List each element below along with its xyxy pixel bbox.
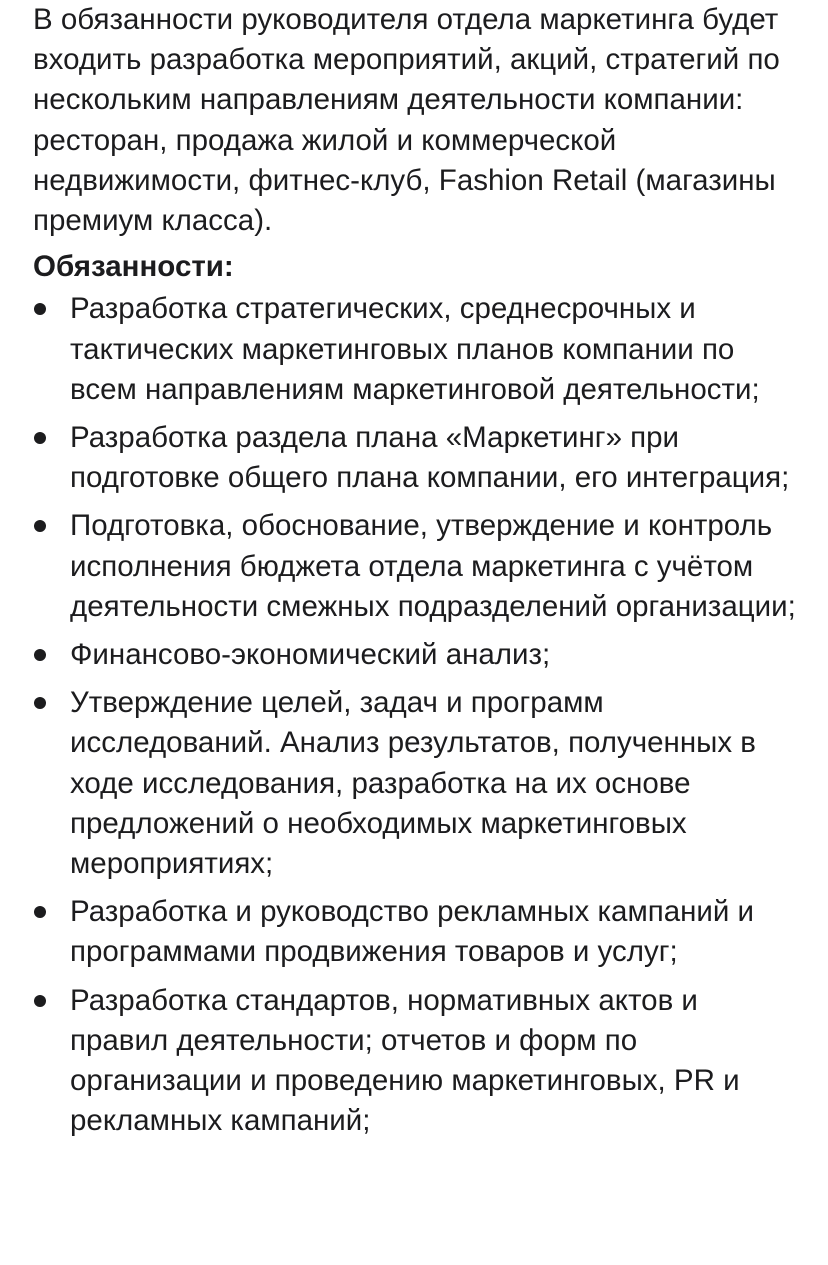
- list-item: [33, 981, 798, 1142]
- list-item-text: Разработка стандартов, нормативных актов и правил деятельности; отчетов и форм по организации и проведению маркетинговых, PR и рекламных кампаний;: [70, 983, 740, 1138]
- bullet-icon: [34, 649, 46, 661]
- list-item: [33, 635, 798, 675]
- section-title-duties: Обязанности:: [33, 250, 234, 284]
- list-item: [33, 683, 798, 884]
- list-item-text: Финансово-экономический анализ;: [70, 638, 551, 672]
- bullet-icon: [34, 995, 46, 1007]
- list-item-text: Разработка стратегических, среднесрочных и тактических маркетинговых планов компании по всем направлениям маркетинговой деятельности;: [70, 292, 760, 406]
- bullet-icon: [34, 303, 46, 315]
- list-item-text: Подготовка, обоснование, утверждение и контроль исполнения бюджета отдела маркетинга с учётом деятельности смежных подразделений организации;: [70, 509, 796, 623]
- list-item-text: Разработка раздела плана «Маркетинг» при подготовке общего плана компании, его интеграция;: [70, 421, 790, 495]
- list-item: [33, 506, 798, 627]
- bullet-icon: [34, 432, 46, 444]
- list-item: [33, 418, 798, 498]
- list-item-text: Утверждение целей, задач и программ исследований. Анализ результатов, полученных в ходе исследования, разработка на их основе предложений о необходимых маркетинговых мероприятиях;: [70, 686, 756, 881]
- bullet-icon: [34, 520, 46, 532]
- list-item: [33, 289, 798, 410]
- bullet-icon: [34, 697, 46, 709]
- duties-list: [33, 289, 798, 1141]
- list-item: [33, 892, 798, 972]
- list-item-text: Разработка и руководство рекламных кампаний и программами продвижения товаров и услуг;: [70, 895, 755, 969]
- intro-paragraph: В обязанности руководителя отдела маркетинга будет входить разработка мероприятий, акций, стратегий по нескольким направлениям деятельности компании: ресторан, продажа жилой и коммерческой недвижимости, фитнес-клуб, Fashion Retail (магазины премиум класса).: [33, 3, 780, 238]
- bullet-icon: [34, 906, 46, 918]
